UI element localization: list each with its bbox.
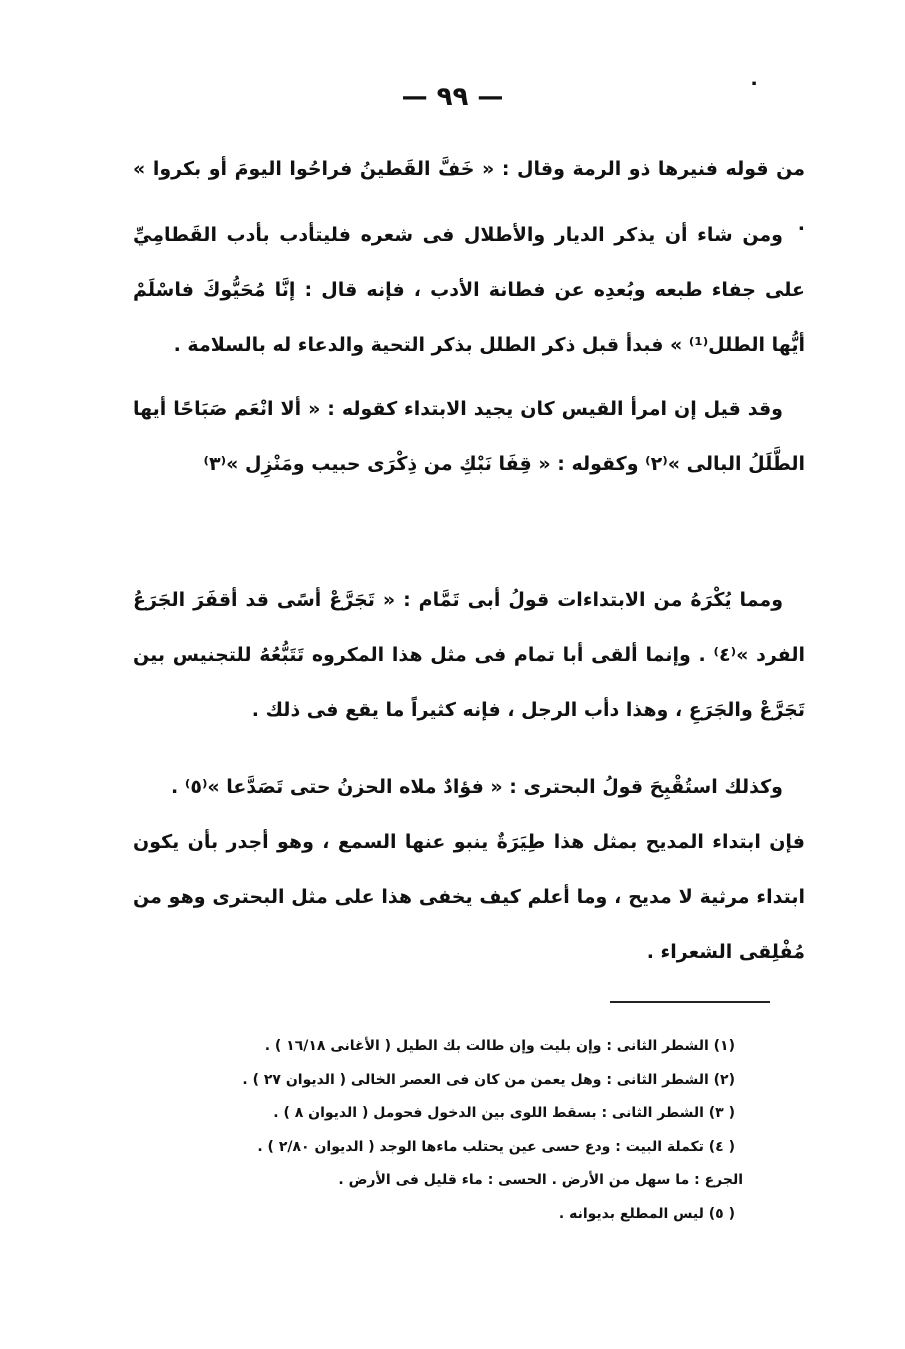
corner-mark: ٠ xyxy=(748,70,761,94)
footnote-4-gloss: الجرع : ما سهل من الأرض . الحسى : ماء قليل فى الأرض . xyxy=(338,1172,743,1188)
paragraph-text: فإن ابتداء المديح بمثل هذا طِيَرَةٌ ينبو عنها السمع ، وهو أجدر بأن يكون ابتداء مرثية لا مديح ، وما أعلم كيف يخفى هذا على مثل البحترى وهو من مُفْلِقى الشعراء . xyxy=(133,831,805,963)
footnote-5: ( ٥) ليس المطلع بديوانه . xyxy=(558,1205,735,1222)
footnote-3: ( ٣) الشطر الثانى : بسقط اللوى بين الدخول فحومل ( الديوان ٨ ) . xyxy=(273,1105,735,1121)
paragraph-4 xyxy=(133,573,805,738)
paragraph-text: ومن شاء أن يذكر الديار والأطلال فى شعره فليتأدب بأدب القَطامِيِّ على جفاء طبعه وبُعدِه عن فطانة الأدب ، فإنه قال : إنَّا مُحَيُّوكَ فاسْلَمْ أيُّها الطلل⁽¹⁾ » فبدأ قبل ذكر الطلل بذكر التحية والدعاء له بالسلامة . xyxy=(133,224,805,356)
footnote-2: (٢) الشطر الثانى : وهل يعمن من كان فى العصر الخالى ( الديوان ٢٧ ) . xyxy=(242,1071,735,1088)
footnotes xyxy=(135,1030,743,1231)
footnote-4: ( ٤) تكملة البيت : ودع حسى عين يحتلب ماءها الوجد ( الديوان ٢/٨٠ ) . xyxy=(257,1138,735,1155)
paragraph-2 xyxy=(133,208,805,373)
footnote-separator xyxy=(610,1001,770,1003)
paragraph-text: وكذلك استُقْبِحَ قولُ البحترى : « فؤادٌ ملاه الحزنُ حتى تَصَدَّعا »⁽٥⁾ . xyxy=(171,776,783,798)
paragraph-text: ومما يُكْرَهُ من الابتداءات قولُ أبى تَمَّام : « تَجَرَّعْ أسًى قد أقفَرَ الجَرَعُ الفرد »⁽٤⁾ . وإنما ألقى أبا تمام فى مثل هذا المكروه تَتَبُّعُهُ للتجنيس بين تَجَرَّعْ والجَرَعِ ، وهذا دأب الرجل ، فإنه كثيراً ما يقع فى ذلك . xyxy=(133,589,805,721)
paragraph-5 xyxy=(133,760,805,980)
paragraph-text: وقد قيل إن امرأ القيس كان يجيد الابتداء كقوله : « ألا انْعَم صَبَاحًا أيها الطَّلَلُ البالى »⁽٢⁾ وكقوله : « قِفَا نَبْكِ من ذِكْرَى حبيب ومَنْزِل »⁽٣⁾ xyxy=(133,398,805,475)
paragraph-3 xyxy=(133,382,805,492)
paragraph-text: من قوله فنيرها ذو الرمة وقال : « خَفَّ القَطينُ فراحُوا اليومَ أو بكروا » . xyxy=(133,158,805,235)
footnote-1: (١) الشطر الثانى : وإن بليت وإن طالت بك الطيل ( الأغانى ١٦/١٨ ) . xyxy=(264,1038,735,1054)
page-number: — ٩٩ — xyxy=(401,82,504,112)
